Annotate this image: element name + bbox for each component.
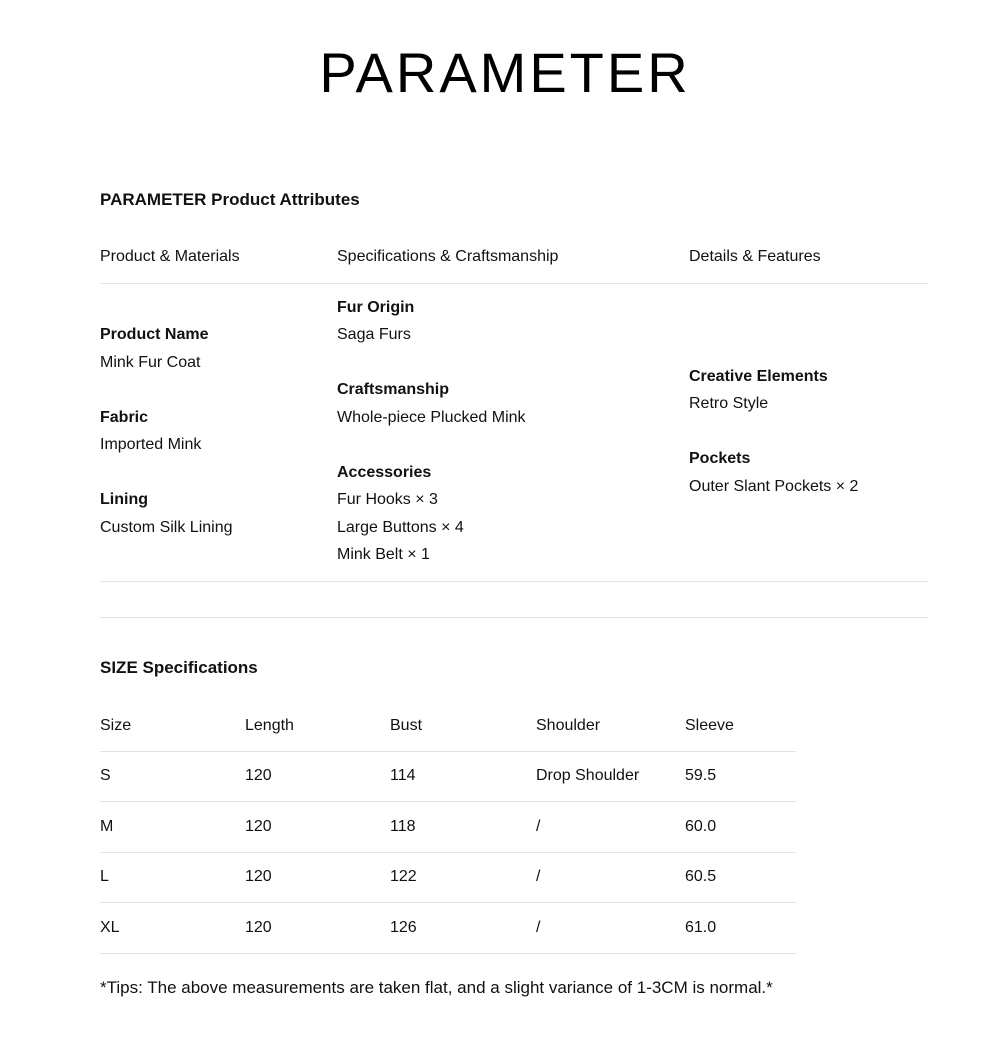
table-cell: S — [100, 767, 111, 785]
column-header-size: Size — [100, 716, 132, 734]
table-cell: XL — [100, 918, 120, 936]
table-cell: 120 — [245, 817, 272, 835]
attributes-section-title: PARAMETER Product Attributes — [100, 190, 360, 209]
table-cell: 60.0 — [685, 817, 717, 835]
attribute-value-craftsmanship: Whole-piece Plucked Mink — [337, 409, 526, 426]
column-header-bust: Bust — [390, 716, 423, 734]
attribute-value-product-name: Mink Fur Coat — [100, 354, 201, 371]
page-title: PARAMETER — [319, 41, 691, 104]
attribute-label-lining: Lining — [100, 491, 148, 508]
table-cell: 120 — [245, 767, 272, 785]
size-table — [100, 701, 796, 954]
table-cell: 61.0 — [685, 918, 717, 936]
divider — [100, 283, 928, 284]
table-cell: 60.5 — [685, 868, 717, 886]
table-cell: M — [100, 817, 114, 835]
table-row — [100, 751, 796, 802]
attribute-value-fur-origin: Saga Furs — [337, 326, 411, 343]
table-cell: 126 — [390, 918, 417, 936]
attribute-value-pockets: Outer Slant Pockets × 2 — [689, 478, 859, 495]
measurement-tips: *Tips: The above measurements are taken flat, and a slight variance of 1-3CM is normal.* — [100, 978, 773, 997]
table-cell: 120 — [245, 868, 272, 886]
table-cell: 122 — [390, 868, 417, 886]
table-row — [100, 903, 796, 954]
column-header-sleeve: Sleeve — [685, 716, 734, 734]
attribute-value-accessory-belt: Mink Belt × 1 — [337, 546, 430, 563]
attribute-label-creative-elements: Creative Elements — [689, 368, 828, 385]
attribute-label-craftsmanship: Craftsmanship — [337, 381, 450, 398]
table-cell: / — [536, 817, 541, 835]
table-cell: L — [100, 868, 109, 886]
attribute-label-product-name: Product Name — [100, 326, 209, 343]
attribute-label-accessories: Accessories — [337, 464, 432, 481]
attribute-value-creative-elements: Retro Style — [689, 395, 769, 412]
attribute-value-accessory-fur-hooks: Fur Hooks × 3 — [337, 491, 438, 508]
column-header-specifications: Specifications & Craftsmanship — [337, 248, 559, 265]
column-header-length: Length — [245, 716, 294, 734]
attribute-label-pockets: Pockets — [689, 450, 751, 467]
attribute-label-fur-origin: Fur Origin — [337, 299, 415, 316]
table-row — [100, 852, 796, 903]
table-cell: Drop Shoulder — [536, 767, 640, 785]
table-cell: / — [536, 918, 541, 936]
table-cell: 59.5 — [685, 767, 717, 785]
table-cell: 118 — [390, 817, 416, 835]
table-cell: 114 — [390, 767, 416, 785]
divider — [100, 581, 928, 582]
divider — [100, 617, 928, 618]
table-cell: 120 — [245, 918, 272, 936]
table-cell: / — [536, 868, 541, 886]
size-section-title: SIZE Specifications — [100, 658, 258, 677]
attribute-label-fabric: Fabric — [100, 409, 149, 426]
column-header-details: Details & Features — [689, 248, 821, 265]
column-header-shoulder: Shoulder — [536, 716, 601, 734]
attribute-value-fabric: Imported Mink — [100, 436, 202, 453]
attribute-value-lining: Custom Silk Lining — [100, 519, 233, 536]
table-header-row — [100, 701, 796, 751]
column-header-product-materials: Product & Materials — [100, 248, 240, 265]
table-row — [100, 802, 796, 853]
attribute-value-accessory-buttons: Large Buttons × 4 — [337, 519, 464, 536]
